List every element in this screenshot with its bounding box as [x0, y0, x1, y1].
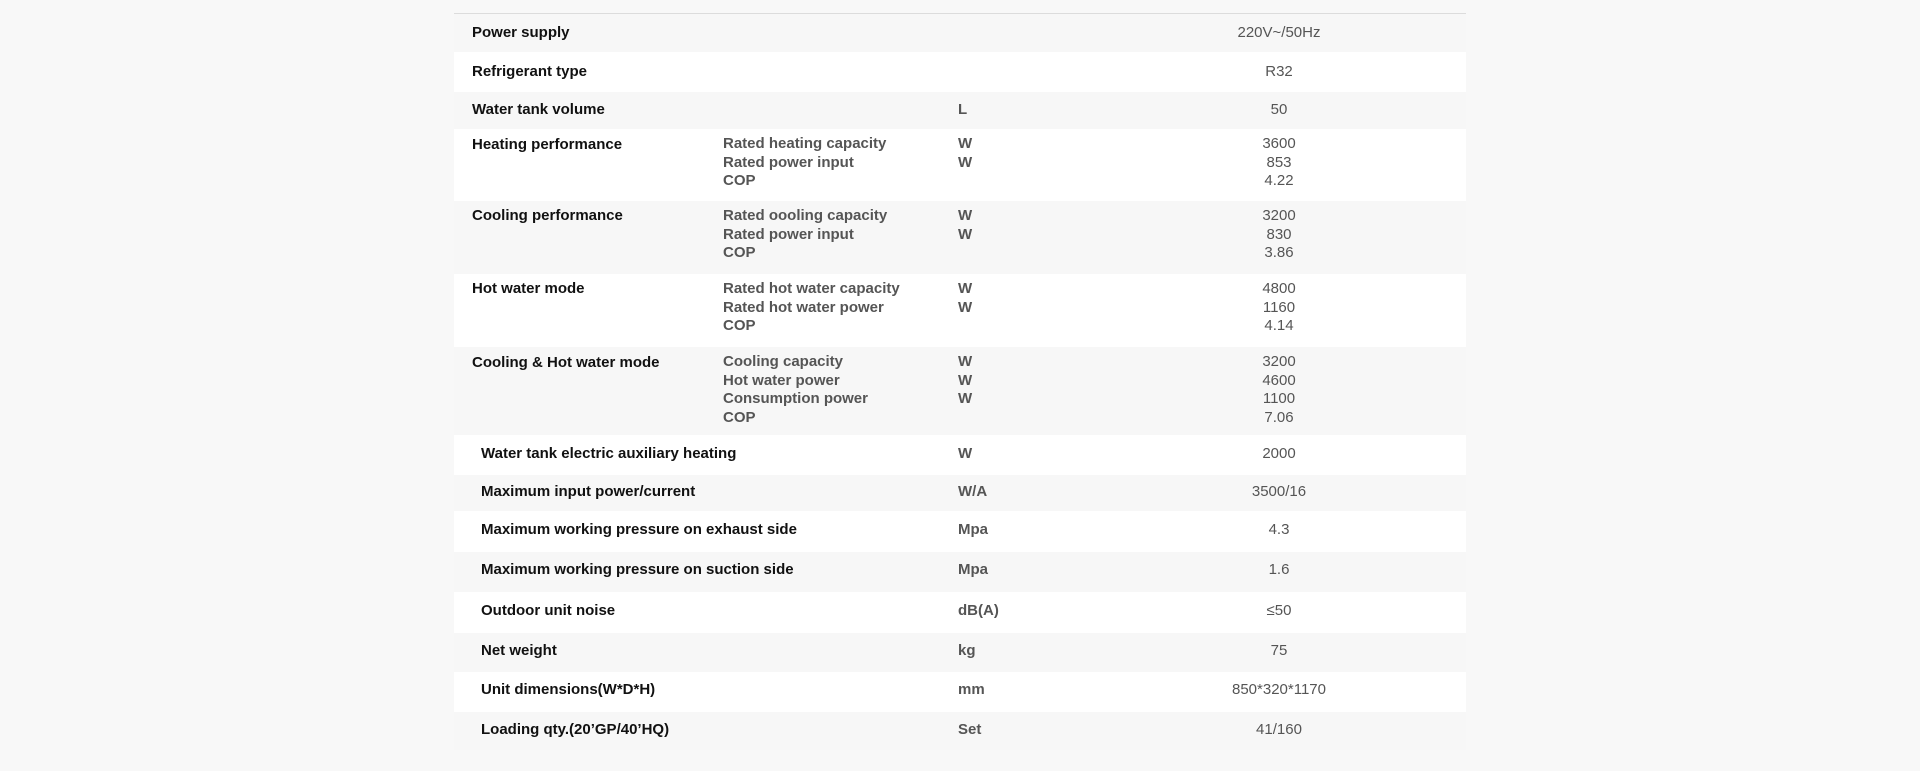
unit-value-line: L: [958, 101, 968, 118]
unit-values: [958, 602, 999, 621]
param-name-line: Consumption power: [723, 390, 868, 407]
param-names: [723, 280, 900, 336]
row-label: Water tank electric auxiliary heating: [481, 445, 737, 462]
row-label: Maximum input power/current: [481, 483, 696, 500]
param-name-line: Rated hot water capacity: [723, 280, 900, 297]
spec-value-line: 850*320*1170: [1232, 681, 1326, 698]
row-label: Maximum working pressure on exhaust side: [481, 521, 797, 538]
spec-value-line: 3500/16: [1251, 483, 1307, 500]
spec-values: [1129, 561, 1429, 580]
spec-values: [1129, 135, 1429, 191]
unit-value-line: W: [958, 353, 973, 370]
unit-values: [958, 101, 967, 120]
table-row: [454, 347, 1466, 435]
spec-values: [1129, 521, 1429, 540]
unit-value-line: W: [958, 298, 973, 316]
unit-value-line: W: [958, 390, 973, 407]
spec-values: [1129, 602, 1429, 621]
spec-values: [1129, 101, 1429, 120]
spec-value-line: 7.06: [1264, 408, 1294, 426]
param-name-line: Rated power input: [723, 153, 854, 171]
unit-value-line: W: [958, 225, 973, 243]
unit-value-line: W: [958, 445, 973, 462]
unit-value-line: W: [958, 207, 973, 224]
row-label: Net weight: [481, 642, 557, 659]
row-label: Heating performance: [472, 136, 623, 153]
spec-value-line: 853: [1266, 153, 1292, 171]
spec-value-line: 4.22: [1264, 172, 1294, 189]
spec-value-line: 3600: [1262, 135, 1296, 152]
spec-value-line: 220V~/50Hz: [1237, 24, 1321, 41]
spec-value-line: 1100: [1262, 390, 1296, 407]
spec-value-line: 3.86: [1264, 244, 1294, 261]
unit-value-line: Mpa: [958, 561, 988, 578]
row-label: Power supply: [472, 24, 570, 41]
spec-values: [1129, 642, 1429, 661]
table-row: [454, 672, 1466, 712]
spec-table: [454, 13, 1466, 750]
spec-value-line: 830: [1266, 225, 1292, 243]
unit-values: [958, 353, 972, 409]
spec-value-line: 4600: [1262, 371, 1296, 389]
row-label: Maximum working pressure on suction side: [481, 561, 794, 578]
unit-values: [958, 280, 972, 317]
unit-value-line: W: [958, 153, 973, 171]
row-label: Cooling performance: [472, 207, 623, 224]
spec-value-line: 75: [1270, 642, 1288, 659]
param-name-line: COP: [723, 408, 756, 426]
unit-value-line: dB(A): [958, 602, 999, 619]
row-label: Refrigerant type: [472, 63, 588, 80]
unit-values: [958, 207, 972, 244]
row-label: Hot water mode: [472, 280, 585, 297]
spec-value-line: 50: [1270, 101, 1288, 118]
table-row: [454, 14, 1466, 52]
param-name-line: Cooling capacity: [723, 353, 844, 370]
unit-values: [958, 445, 972, 464]
table-row: [454, 712, 1466, 750]
row-label: Loading qty.(20’GP/40’HQ): [481, 721, 670, 738]
spec-value-line: R32: [1265, 63, 1293, 80]
row-label: Outdoor unit noise: [481, 602, 616, 619]
spec-value-line: ≤50: [1266, 602, 1292, 619]
param-name-line: Rated hot water power: [723, 298, 884, 316]
spec-values: [1129, 353, 1429, 427]
unit-value-line: Mpa: [958, 521, 988, 538]
unit-value-line: W: [958, 280, 973, 297]
param-name-line: COP: [723, 172, 756, 189]
table-row: [454, 633, 1466, 672]
param-name-line: COP: [723, 317, 756, 334]
unit-value-line: W: [958, 135, 973, 152]
spec-value-line: 2000: [1262, 445, 1296, 462]
unit-values: [958, 561, 988, 580]
table-row: [454, 552, 1466, 592]
unit-value-line: W: [958, 371, 973, 389]
param-names: [723, 135, 886, 191]
spec-value-line: 4800: [1262, 280, 1296, 297]
table-row: [454, 592, 1466, 633]
unit-value-line: Set: [958, 721, 982, 738]
unit-values: [958, 721, 981, 740]
spec-value-line: 41/160: [1256, 721, 1302, 738]
spec-value-line: 1160: [1262, 298, 1296, 316]
unit-value-line: kg: [958, 642, 976, 659]
unit-values: [958, 681, 985, 700]
spec-value-line: 4.3: [1268, 521, 1290, 538]
table-row: [454, 475, 1466, 511]
spec-value-line: 3200: [1262, 353, 1296, 370]
unit-value-line: mm: [958, 681, 985, 698]
row-label: Water tank volume: [472, 101, 605, 118]
table-row: [454, 92, 1466, 129]
unit-value-line: W/A: [958, 483, 988, 500]
param-names: [723, 353, 868, 427]
spec-value-line: 3200: [1262, 207, 1296, 224]
row-label: Cooling & Hot water mode: [472, 354, 660, 371]
param-name-line: COP: [723, 244, 756, 261]
table-row: [454, 129, 1466, 201]
table-row: [454, 201, 1466, 274]
table-row: [454, 52, 1466, 92]
unit-values: [958, 521, 988, 540]
spec-values: [1129, 280, 1429, 336]
unit-values: [958, 135, 972, 172]
param-names: [723, 207, 887, 263]
param-name-line: Rated heating capacity: [723, 135, 887, 152]
spec-values: [1129, 445, 1429, 464]
spec-values: [1129, 721, 1429, 740]
spec-value-line: 4.14: [1264, 317, 1294, 334]
table-row: [454, 274, 1466, 347]
spec-values: [1129, 207, 1429, 263]
param-name-line: Rated oooling capacity: [723, 207, 888, 224]
unit-values: [958, 483, 987, 502]
spec-values: [1129, 681, 1429, 700]
spec-values: [1129, 63, 1429, 82]
table-row: [454, 435, 1466, 475]
param-name-line: Hot water power: [723, 371, 840, 389]
table-row: [454, 511, 1466, 552]
unit-values: [958, 642, 976, 661]
row-label: Unit dimensions(W*D*H): [481, 681, 656, 698]
param-name-line: Rated power input: [723, 225, 854, 243]
spec-values: [1129, 483, 1429, 502]
spec-values: [1129, 24, 1429, 43]
spec-value-line: 1.6: [1268, 561, 1290, 578]
